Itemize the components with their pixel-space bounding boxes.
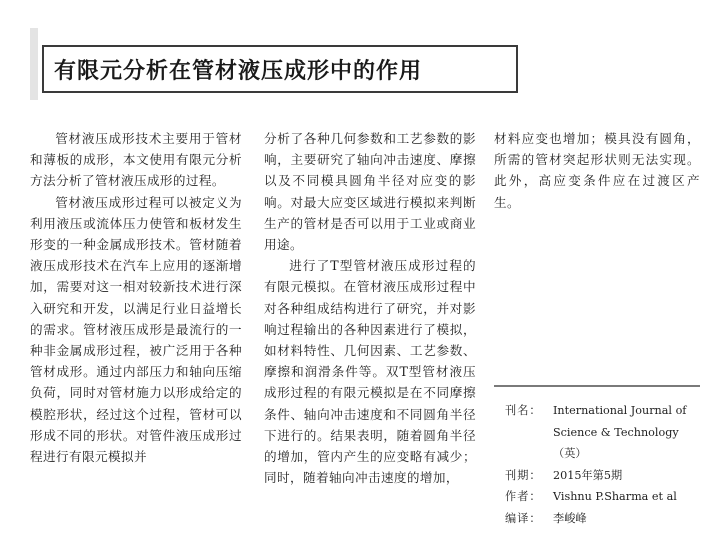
article-title: 有限元分析在管材液压成形中的作用 xyxy=(54,58,423,84)
author-label: 作者： xyxy=(505,490,542,503)
text-column-1 xyxy=(30,128,242,467)
text-column-3 xyxy=(494,128,700,213)
journal-label: 刊名： xyxy=(505,404,542,417)
journal-value: International Journal of Science & Technology（英） xyxy=(553,404,687,460)
editor-value: 李峻峰 xyxy=(553,511,587,525)
info-divider xyxy=(494,385,700,387)
editor-label: 编译： xyxy=(505,511,542,525)
paragraph: 管材液压成形技术主要用于管材和薄板的成形，本文使用有限元分析方法分析了管材液压成形的过程。 xyxy=(30,131,242,189)
editor-row xyxy=(505,508,705,530)
issue-label: 刊期： xyxy=(505,468,542,482)
journal-row xyxy=(505,400,705,465)
text-column-2 xyxy=(264,128,476,488)
paragraph: 分析了各种几何参数和工艺参数的影响，主要研究了轴向冲击速度、摩擦以及不同模具圆角半径对应变的影响。对最大应变区域进行模拟来判断生产的管材是否可以用于工业或商业用途。 xyxy=(264,131,476,253)
paragraph: 进行了T型管材液压成形过程的有限元模拟。在管材液压成形过程中对各种组成结构进行了研究，并对影响过程输出的各种因素进行了模拟，如材料特性、几何因素、工艺参数、摩擦和润滑条件等。双T型管材液压成形过程的有限元模拟是在不同摩擦条件、轴向冲击速度和不同圆角半径下进行的。结果表明，随着圆角半径的增加，管内产生的应变略有减少；同时，随着轴向冲击速度的增加， xyxy=(264,258,476,486)
title-box xyxy=(42,45,518,93)
author-value: Vishnu P.Sharma et al xyxy=(553,490,677,503)
source-info xyxy=(505,400,705,529)
issue-row xyxy=(505,465,705,487)
decorative-side-bar xyxy=(30,28,38,100)
issue-value: 2015年第5期 xyxy=(553,468,623,482)
author-row xyxy=(505,486,705,508)
paragraph: 管材液压成形过程可以被定义为利用液压或流体压力使管和板材发生形变的一种金属成形技术。管材随着液压成形技术在汽车上应用的逐渐增加，需要对这一相对较新技术进行深入研究和开发，以满足行业日益增长的需求。管材液压成形是最流行的一种非金属成形过程，被广泛用于各种管材成形。通过内部压力和轴向压缩负荷，同时对管材施力以形成给定的模腔形状，经过这个过程，管材可以形成不同的形状。对管件液压成形过程进行有限元模拟并 xyxy=(30,194,242,465)
paragraph: 材料应变也增加；模具没有圆角，所需的管材突起形状则无法实现。此外，高应变条件应在过渡区产生。 xyxy=(494,131,700,210)
